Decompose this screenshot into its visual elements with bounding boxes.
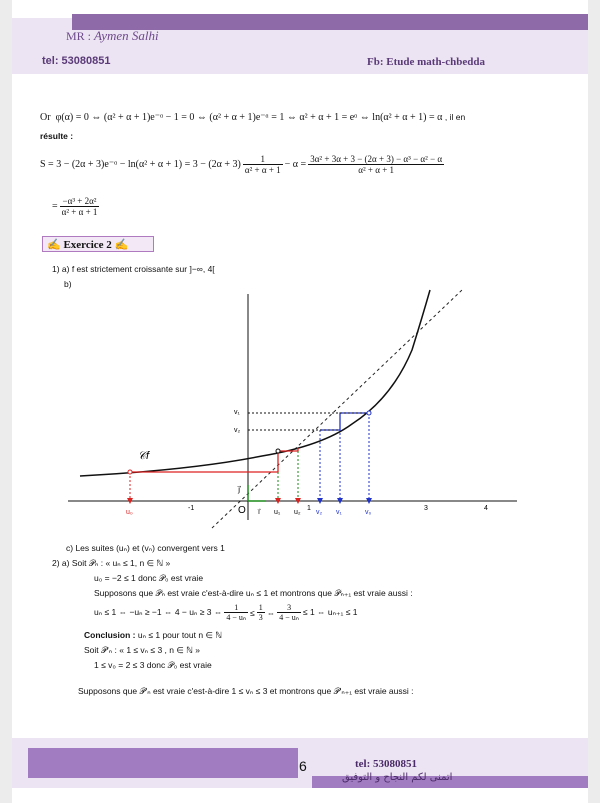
x-label-neg1: -1: [188, 505, 195, 512]
author-name: Aymen Salhi: [94, 28, 159, 43]
cobweb-u: [130, 448, 298, 472]
cobweb-v: [320, 413, 369, 430]
phi-line: Or φ(α) = 0 ⇔ (α² + α + 1)e⁻ᵅ − 1 = 0 ⇔ (α² + α + 1)e⁻ᵅ = 1 ⇔ α² + α + 1 = eᵅ ⇔ ln(α² + α + 1) = α , il en: [40, 112, 466, 123]
u0-point: [128, 470, 132, 474]
x-label-v0: v₀: [365, 509, 372, 516]
x-label-o: O: [238, 505, 246, 516]
x-label-v2: v₂: [316, 509, 323, 516]
u1-point: [276, 449, 280, 453]
frac-1: $\frac{1}{\text{α² + α + 1}}$: [244, 154, 281, 175]
x-label-u0: u₀: [126, 509, 133, 516]
y-label-v1: v₁: [234, 409, 240, 416]
x-label-one: 1: [307, 505, 311, 512]
y-label-v2: v₂: [234, 427, 241, 434]
l4-frac2: $\frac{1}{3}$: [258, 603, 263, 622]
x-label-four: 4: [484, 505, 488, 512]
q2-line4: uₙ ≤ 1 ⇔ −uₙ ≥ −1 ⇔ 4 − uₙ ≥ 3 ⇔ $\frac{1}{\text{4 − uₙ}}$ ≤ $\frac{1}{3}$ ⇔ $\frac{3}{\text{4 − uₙ}}$ ≤ 1 ⇔ uₙ₊₁ ≤ 1: [94, 603, 358, 622]
x-label-three: 3: [424, 505, 428, 512]
q1c: c) Les suites (uₙ) et (vₙ) convergent vers 1: [66, 543, 225, 553]
footer-tel: tel: 53080851: [355, 758, 418, 770]
q2-line1: 2) a) Soit 𝒫ₙ : « uₙ ≤ 1, n ∈ ℕ »: [52, 558, 171, 568]
q2-line8: Supposons que 𝒫'ₙ est vraie c'est-à-dire 1 ≤ vₙ ≤ 3 et montrons que 𝒫'ₙ₊₁ est vraie aussi :: [78, 686, 414, 696]
line-y-equals-x: [212, 290, 462, 528]
function-graph: [12, 280, 588, 540]
l4-frac3: $\frac{3}{\text{4 − uₙ}}$: [279, 603, 299, 622]
header-fb: Fb: Etude math-chbedda: [367, 56, 485, 68]
page-number: 6: [299, 758, 307, 774]
x-label-u2: u₂: [294, 509, 301, 516]
exercise-title: ✍ Exercice 2 ✍: [42, 236, 154, 252]
q2-line3: Supposons que 𝒫ₙ est vraie c'est-à-dire uₙ ≤ 1 et montrons que 𝒫ₙ₊₁ est vraie aussi :: [94, 588, 413, 598]
q1b: b): [64, 279, 72, 289]
footer-arabic: اتمنى لكم النجاح و التوفيق: [342, 772, 453, 783]
curve-label: 𝒞f: [138, 450, 150, 462]
header-tel: tel: 53080851: [42, 55, 111, 67]
conclusion: Conclusion : uₙ ≤ 1 pour tout n ∈ ℕ: [84, 630, 223, 640]
l4-frac1: $\frac{1}{\text{4 − uₙ}}$: [226, 603, 247, 622]
s-result: = $\frac{\text{−α³ + 2α²}}{\text{α² + α + 1}}$: [52, 196, 98, 217]
frac-2: $\frac{\text{3α² + 3α + 3 − (2α + 3) − α³ − α² − α}}{\text{α² + α + 1}}$: [310, 154, 443, 175]
footer-stripe: [28, 748, 298, 778]
resulte-label: résulte :: [40, 131, 74, 141]
s-equation: S = 3 − (2α + 3)e⁻ᵅ − ln(α² + α + 1) = 3 − (2α + 3) $\frac{1}{\text{α² + α + 1}}$ − α = $\frac{\text{3α² + 3α + 3 − (2α + 3) − α³ − α² − α}}{\text{α² + α + 1}}$: [40, 154, 443, 175]
curve-cf: [80, 290, 430, 476]
x-label-v1: v₁: [336, 509, 342, 516]
q2-line2: u₀ = −2 ≤ 1 donc 𝒫₀ est vraie: [94, 573, 204, 583]
x-label-i: i⃗: [258, 509, 260, 516]
v0-point: [367, 411, 371, 415]
q1a: 1) a) f est strictement croissante sur ]−∞, 4[: [52, 264, 215, 274]
x-label-u1: u₁: [274, 509, 281, 516]
q2-line6: Soit 𝒫'ₙ : « 1 ≤ vₙ ≤ 3 , n ∈ ℕ »: [84, 645, 201, 655]
page: [12, 0, 588, 803]
q2-line7: 1 ≤ v₀ = 2 ≤ 3 donc 𝒫₀ est vraie: [94, 660, 212, 670]
j-label: j⃗: [238, 485, 241, 494]
mr-label: MR :: [66, 29, 92, 43]
author-line: [66, 28, 159, 44]
frac-3: $\frac{\text{−α³ + 2α²}}{\text{α² + α + 1}}$: [61, 196, 98, 217]
phi-chain: φ(α) = 0 ⇔ (α² + α + 1)e⁻ᵅ − 1 = 0 ⇔ (α² + α + 1)e⁻ᵅ = 1 ⇔ α² + α + 1 = eᵅ ⇔ ln(α² + α + 1) = α: [55, 112, 443, 123]
